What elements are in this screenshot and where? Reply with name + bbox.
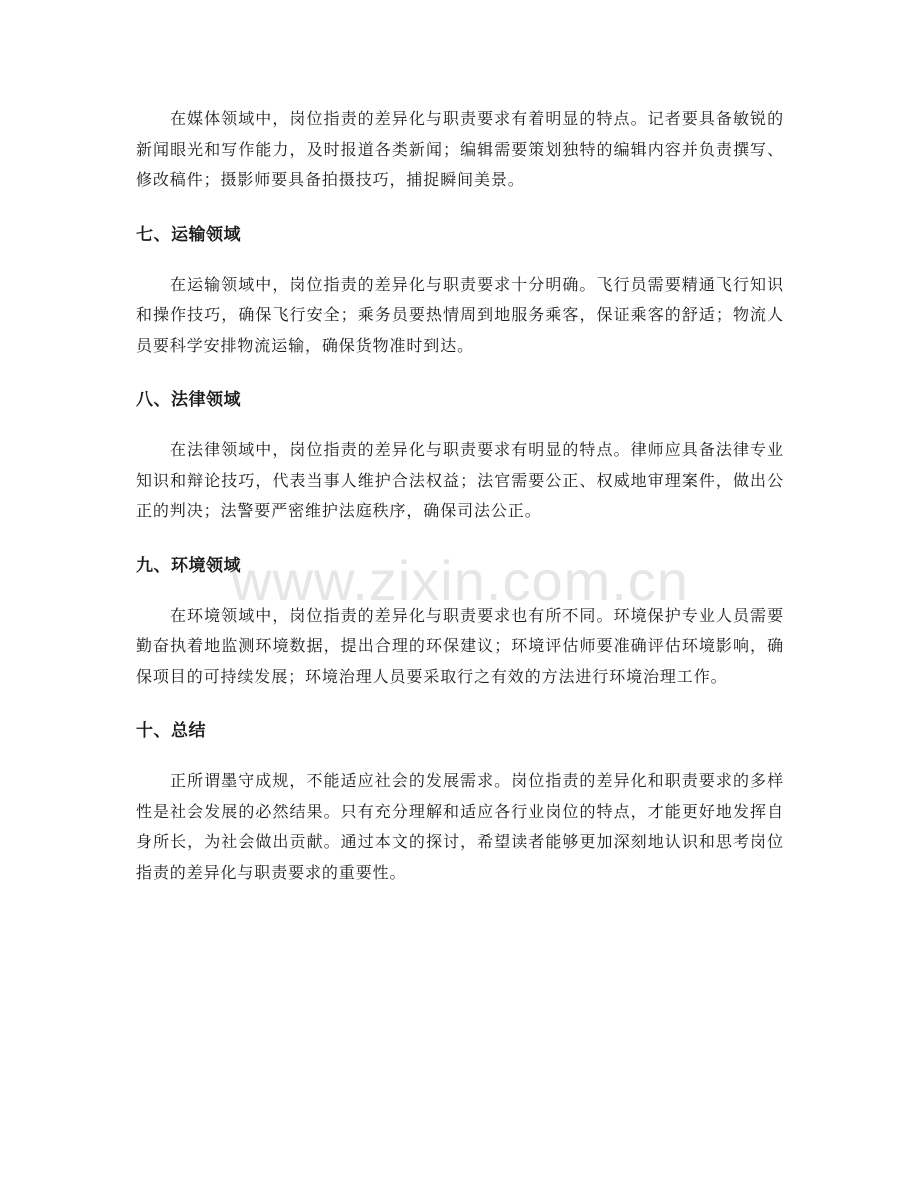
- section-heading-summary: 十、总结: [136, 721, 206, 741]
- section-heading-environment: 九、环境领域: [136, 555, 241, 576]
- section-paragraph-transport: 在运输领域中，岗位指责的差异化与职责要求十分明确。飞行员需要精通飞行知识和操作技巧，确保飞行安全；乘务员要热情周到地服务乘客，保证乘客的舒适；物流人员要科学安排物流运输，确保货物准时到达。: [136, 274, 784, 355]
- media-field-paragraph: 在媒体领域中，岗位指责的差异化与职责要求有着明显的特点。记者要具备敏锐的新闻眼光和写作能力，及时报道各类新闻；编辑需要策划独特的编辑内容并负责撰写、修改稿件；摄影师要具备拍摄技巧，捕捉瞬间美景。: [136, 109, 784, 189]
- watermark-text: www.zixin.com.cn: [231, 549, 689, 612]
- section-paragraph-environment: 在环境领域中，岗位指责的差异化与职责要求也有所不同。环境保护专业人员需要勤奋执着地监测环境数据，提出合理的环保建议；环境评估师要准确评估环境影响，确保项目的可持续发展；环境治理人员要采取行之有效的方法进行环境治理工作。: [136, 605, 784, 686]
- section-paragraph-law: 在法律领域中，岗位指责的差异化与职责要求有明显的特点。律师应具备法律专业知识和辩论技巧，代表当事人维护合法权益；法官需要公正、权威地审理案件，做出公正的判决；法警要严密维护法庭秩序，确保司法公正。: [136, 440, 784, 520]
- section-heading-law: 八、法律领域: [136, 390, 241, 410]
- document-body: [136, 104, 784, 888]
- section-heading-transport: 七、运输领域: [136, 224, 241, 245]
- section-paragraph-summary: 正所谓墨守成规，不能适应社会的发展需求。岗位指责的差异化和职责要求的多样性是社会发展的必然结果。只有充分理解和适应各行业岗位的特点，才能更好地发挥自身所长，为社会做出贡献。通过本文的探讨，希望读者能够更加深刻地认识和思考岗位指责的差异化与职责要求的重要性。: [136, 771, 784, 882]
